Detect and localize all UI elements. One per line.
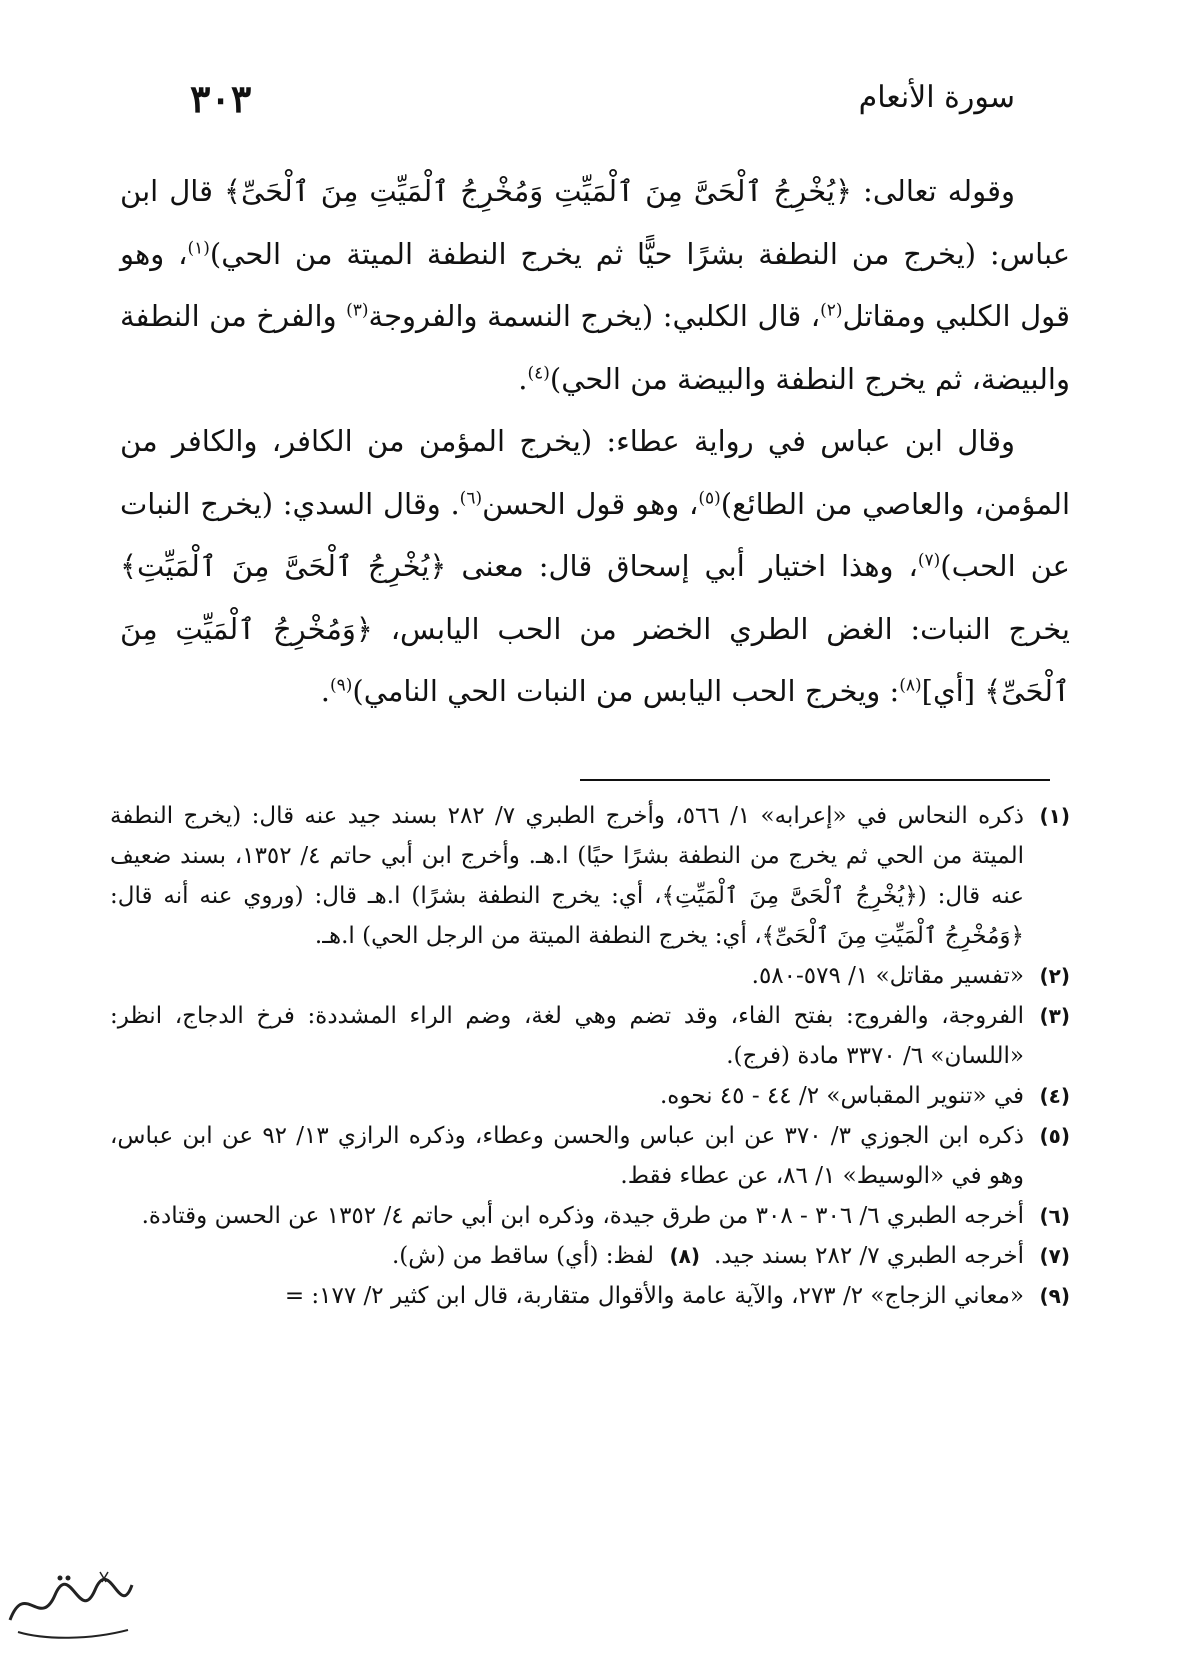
footnote-1 xyxy=(110,796,1070,956)
footnote-text: أخرجه الطبري ٧/ ٢٨٢ بسند جيد. xyxy=(714,1243,1024,1269)
text-segment: والفرخ من النطفة والبيضة، ثم يخرج النطفة والبيضة من الحي) xyxy=(120,299,1070,396)
footnote-row-7-8 xyxy=(110,1236,1070,1276)
footnote-number: (٨) xyxy=(669,1244,701,1268)
text-segment: ، وهو قول الكلبي ومقاتل xyxy=(120,236,1070,333)
footnote-8 xyxy=(392,1236,700,1276)
footnote-text: «تفسير مقاتل» ١/ ٥٧٩-٥٨٠. xyxy=(751,963,1024,989)
footnote-ref[interactable]: (١) xyxy=(187,237,210,258)
footnote-number: (٦) xyxy=(1039,1204,1070,1228)
footnote-number: (٩) xyxy=(1039,1284,1070,1308)
footnote-5 xyxy=(110,1116,1070,1196)
footnote-ref[interactable]: (٧) xyxy=(917,550,941,571)
surah-title: سورة الأنعام xyxy=(858,80,1015,115)
text-segment: وقال ابن عباس في رواية عطاء: (يخرج المؤمن من الكافر، والكافر من المؤمن، والعاصي من الطائع) xyxy=(120,424,1070,521)
text-segment: . xyxy=(320,674,330,708)
footnote-4 xyxy=(110,1076,1070,1116)
footnote-ref[interactable]: (٣) xyxy=(346,300,369,321)
text-segment: ، قال الكلبي: (يخرج النسمة والفروجة xyxy=(368,299,821,333)
page-header xyxy=(190,76,1015,130)
footnote-6 xyxy=(110,1196,1070,1236)
footnote-number: (٤) xyxy=(1039,1084,1070,1108)
page-number: ٣٠٣ xyxy=(190,76,252,121)
footnote-ref[interactable]: (٩) xyxy=(329,675,353,696)
footnote-number: (٧) xyxy=(1039,1244,1070,1268)
paragraph-2 xyxy=(120,410,1070,723)
text-segment: ، وهذا اختيار أبي إسحاق قال: معنى ﴿يُخْرِجُ ٱلْحَىَّ مِنَ ٱلْمَيِّتِ﴾ يخرج النبات: الغض الطري الخضر من الحب اليابس، ﴿وَمُخْرِجُ ٱلْمَيِّتِ مِنَ ٱلْحَىِّ﴾ [أي] xyxy=(120,549,1070,708)
footnote-text: أخرجه الطبري ٦/ ٣٠٦ - ٣٠٨ من طرق جيدة، وذكره ابن أبي حاتم ٤/ ١٣٥٢ عن الحسن وقتادة. xyxy=(141,1203,1024,1229)
paragraph-1 xyxy=(120,160,1070,410)
footnote-number: (٢) xyxy=(1039,964,1070,988)
footnote-text: ذكره ابن الجوزي ٣/ ٣٧٠ عن ابن عباس والحسن وعطاء، وذكره الرازي ١٣/ ٩٢ عن ابن عباس، وهو في «الوسيط» ١/ ٨٦، عن عطاء فقط. xyxy=(110,1123,1024,1189)
text-segment: ، وهو قول الحسن xyxy=(482,486,699,521)
footnote-ref[interactable]: (٨) xyxy=(899,675,922,696)
footnote-text: في «تنوير المقباس» ٢/ ٤٤ - ٤٥ نحوه. xyxy=(660,1083,1024,1109)
footnote-text: «معاني الزجاج» ٢/ ٢٧٣، والآية عامة والأقوال متقاربة، قال ابن كثير ٢/ ١٧٧: = xyxy=(284,1283,1024,1309)
watermark-logo xyxy=(0,1560,140,1650)
footnote-3 xyxy=(110,996,1070,1076)
footnote-divider xyxy=(580,779,1050,781)
footnote-ref[interactable]: (٦) xyxy=(459,487,483,508)
footnote-7 xyxy=(714,1236,1070,1276)
footnote-text: ذكره النحاس في «إعرابه» ١/ ٥٦٦، وأخرج الطبري ٧/ ٢٨٢ بسند جيد عنه قال: (يخرج النطفة الميتة من الحي ثم يخرج من النطفة بشرًا حيًا) ا.هـ. وأخرج ابن أبي حاتم ٤/ ١٣٥٢، بسند ضعيف عنه قال: (﴿يُخْرِجُ ٱلْحَىَّ مِنَ ٱلْمَيِّتِ﴾، أي: يخرج النطفة بشرًا) ا.هـ قال: (وروي عنه أنه قال: ﴿وَمُخْرِجُ ٱلْمَيِّتِ مِنَ ٱلْحَىِّ﴾، أي: يخرج النطفة الميتة من الرجل الحي) ا.هـ. xyxy=(110,803,1025,949)
text-segment: . xyxy=(518,361,528,396)
calligraphy-logo-icon xyxy=(0,1560,140,1650)
footnote-ref[interactable]: (٥) xyxy=(698,487,721,508)
text-segment: : ويخرج الحب اليابس من النبات الحي النامي) xyxy=(352,674,900,708)
text-segment: . وقال السدي: (يخرج النبات عن الحب) xyxy=(120,486,1070,583)
footnote-ref[interactable]: (٢) xyxy=(820,300,843,321)
text-segment: وقوله تعالى: ﴿يُخْرِجُ ٱلْحَىَّ مِنَ ٱلْمَيِّتِ وَمُخْرِجُ ٱلْمَيِّتِ مِنَ ٱلْحَىِّ﴾ قال ابن عباس: (يخرج من النطفة بشرًا حيًّا ثم يخرج النطفة الميتة من الحي) xyxy=(120,174,1070,271)
footnote-2 xyxy=(110,956,1070,996)
footnote-number: (٣) xyxy=(1039,1004,1070,1028)
footnote-text: الفروجة، والفروج: بفتح الفاء، وقد تضم وهي لغة، وضم الراء المشددة: فرخ الدجاج، انظر: «اللسان» ٦/ ٣٣٧٠ مادة (فرج). xyxy=(110,1003,1024,1069)
footnote-number: (٥) xyxy=(1039,1124,1070,1148)
footnote-number: (١) xyxy=(1039,804,1070,828)
footnotes xyxy=(110,796,1070,1316)
main-text xyxy=(120,160,1070,723)
footnote-ref[interactable]: (٤) xyxy=(527,362,550,383)
footnote-9 xyxy=(110,1276,1070,1316)
footnote-text: لفظ: (أي) ساقط من (ش). xyxy=(391,1243,655,1269)
